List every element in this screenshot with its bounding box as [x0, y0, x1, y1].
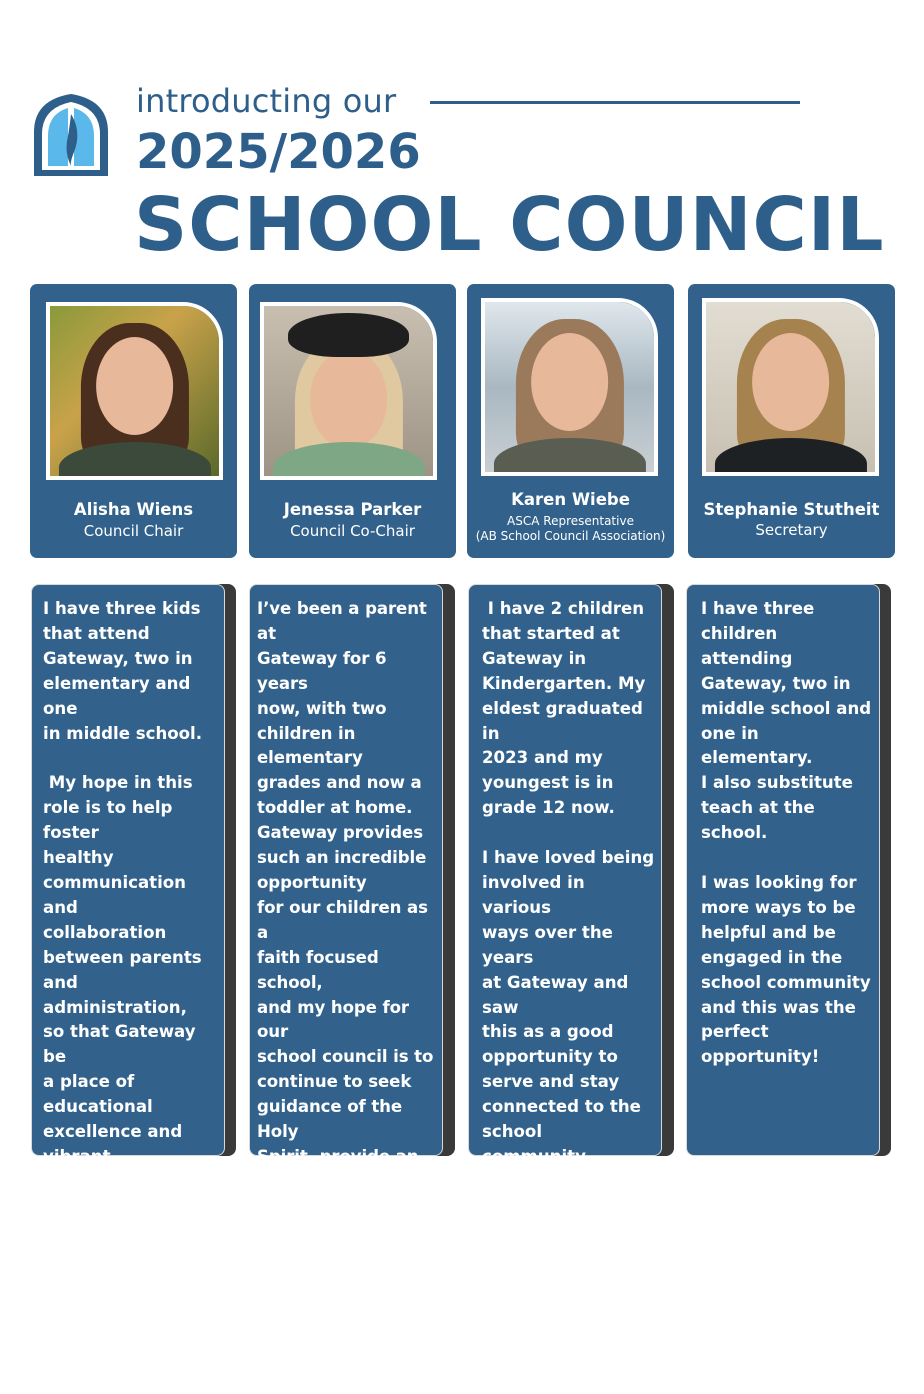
page-title: SCHOOL COUNCIL [134, 182, 885, 268]
header-rule [430, 101, 800, 104]
bio-text: I’ve been a parent at Gateway for 6 years now, with two children in elementary grades and now a toddler at home. Gateway provides such an incredible opportunity for our children as a faith focused school, and my hope for our school council is to continue to seek guidance of the Holy Spirit, provide an accurate voice for parents in our school community and district, and facilitate connection within the school. [257, 599, 434, 1391]
member-photo [46, 302, 223, 480]
school-logo-icon [30, 92, 112, 178]
bio-text: I have 2 children that started at Gateway in Kindergarten. My eldest graduated in 2023 and my youngest is in grade 12 now. I have loved being involved in various ways over the years at Gateway and saw this as a good opportunity to serve and stay connected to the school community. [482, 599, 655, 1166]
member-photo [702, 298, 879, 476]
bio-text: I have three kids that attend Gateway, two in elementary and one in middle school. My hope in this role is to help foster healthy communication and collaboration between parents and administration, so that Gateway be a place of educational excellence and vibrant community founded on the love of Christ. [43, 599, 203, 1266]
member-photo [260, 302, 437, 480]
member-name: Karen Wiebe [511, 490, 630, 509]
member-role: Council Co-Chair [290, 522, 415, 540]
intro-text: introducting our [136, 82, 397, 120]
bio-panel-3 [468, 584, 662, 1166]
member-role: Secretary [755, 521, 828, 539]
bio-text: I have three children attending Gateway, two in middle school and one in elementary. I also substitute teach at the school. I was looking for more ways to be helpful and be engaged in the school community and this was the perfect opportunity! [701, 599, 872, 1067]
bio-panel-2 [249, 584, 443, 1391]
member-card-1 [30, 284, 237, 558]
member-role-subtitle: (AB School Council Association) [475, 529, 666, 543]
member-photo [481, 298, 658, 476]
member-name: Alisha Wiens [73, 500, 194, 519]
year-heading: 2025/2026 [136, 124, 421, 180]
member-role: ASCA Representative [507, 514, 634, 528]
member-role: Council Chair [83, 522, 184, 540]
member-card-4 [688, 284, 895, 558]
member-name: Stephanie Stutheit [703, 500, 880, 519]
bio-panel-4 [686, 584, 880, 1156]
member-name: Jenessa Parker [283, 500, 422, 519]
member-card-3 [467, 284, 674, 558]
bio-panel-1 [31, 584, 225, 1266]
member-card-2 [249, 284, 456, 558]
